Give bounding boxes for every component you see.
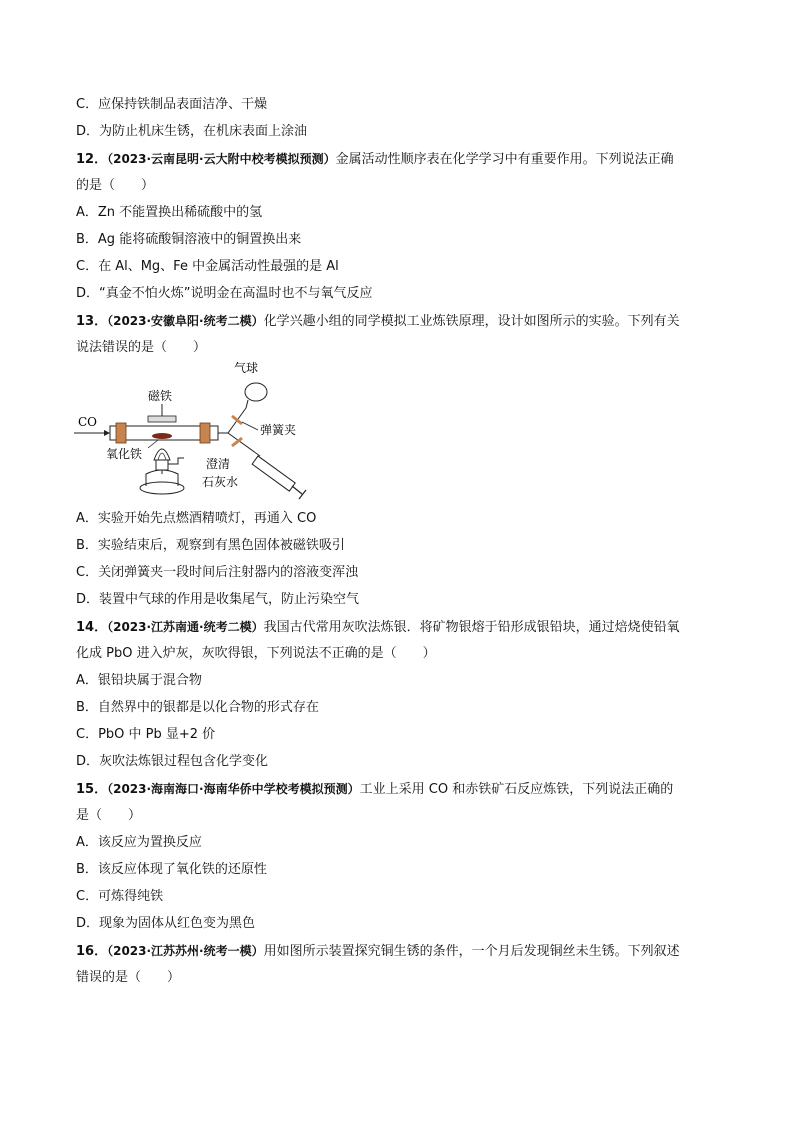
q12-option-d: D．“真金不怕火炼”说明金在高温时也不与氧气反应: [76, 286, 373, 301]
q14-stem-text: 我国古代常用灰吹法炼银．将矿物银熔于铅形成银铅块，通过焙烧使铅氧: [263, 620, 680, 635]
left-stopper: [116, 423, 126, 443]
q13-option-c: C．关闭弹簧夹一段时间后注射器内的溶液变浑浊: [76, 565, 359, 580]
spring-clip: [232, 416, 242, 424]
q12-option-a: A．Zn 不能置换出稀硫酸中的氢: [76, 205, 263, 220]
q12-option-c: C．在 Al、Mg、Fe 中金属活动性最强的是 Al: [76, 259, 339, 274]
q16-stem-line-2: 错误的是（ ）: [76, 970, 181, 985]
iron-oxide-sample: [152, 433, 172, 439]
magnet: [148, 416, 176, 422]
q13-stem-text: 化学兴趣小组的同学模拟工业炼铁原理，设计如图所示的实验。下列有关: [263, 314, 680, 329]
q14-stem-line-2: 化成 PbO 进入炉灰，灰吹得银，下列说法不正确的是（ ）: [76, 646, 436, 661]
co-arrow-head: [104, 430, 110, 436]
right-stopper: [200, 423, 210, 443]
q16-stem-text: 用如图所示装置探究铜生锈的条件，一个月后发现铜丝未生锈。下列叙述: [263, 944, 680, 959]
q15-option-a: A．该反应为置换反应: [76, 835, 202, 850]
q15-stem-line-1: [76, 780, 673, 799]
q13-number: 13．: [76, 314, 108, 329]
burner-head: [156, 460, 168, 470]
flame: [154, 449, 170, 460]
magnet-label: 磁铁: [148, 389, 173, 403]
limewater-label-1: 澄清: [206, 457, 231, 471]
q11-option-c: C．应保持铁制品表面洁净、干燥: [76, 97, 268, 112]
q12-stem-text: 金属活动性顺序表在化学学习中有重要作用。下列说法正确: [335, 152, 674, 167]
q16-source: （2023·江苏苏州·统考一模）: [107, 944, 264, 958]
q12-stem-line-2: 的是（ ）: [76, 178, 155, 193]
q15-option-b: B．该反应体现了氧化铁的还原性: [76, 862, 267, 877]
q12-option-b: B．Ag 能将硫酸铜溶液中的铜置换出来: [76, 232, 302, 247]
burner-base: [140, 482, 184, 494]
q14-option-b: B．自然界中的银都是以化合物的形式存在: [76, 700, 319, 715]
q12-number: 12．: [76, 152, 108, 167]
q14-option-a: A．银铅块属于混合物: [76, 673, 202, 688]
q16-stem-line-1: [76, 942, 680, 961]
q14-number: 14．: [76, 620, 108, 635]
q14-option-c: C．PbO 中 Pb 显+2 价: [76, 727, 216, 742]
q15-stem-line-2: 是（ ）: [76, 808, 142, 823]
q12-source: （2023·云南昆明·云大附中校考模拟预测）: [107, 152, 336, 166]
q12-stem-line-1: [76, 150, 674, 169]
balloon: [245, 383, 267, 401]
q14-stem-line-1: [76, 618, 680, 637]
q15-option-c: C．可炼得纯铁: [76, 889, 164, 904]
balloon-label: 气球: [234, 361, 259, 375]
q15-option-d: D．现象为固体从红色变为黑色: [76, 916, 256, 931]
iron-oxide-label: 氧化铁: [106, 447, 143, 461]
syringe: [252, 456, 295, 491]
q11-option-d: D．为防止机床生锈，在机床表面上涂油: [76, 124, 308, 139]
q14-option-d: D．灰吹法炼银过程包含化学变化: [76, 754, 269, 769]
q13-option-a: A．实验开始先点燃酒精喷灯，再通入 CO: [76, 511, 317, 526]
q13-option-d: D．装置中气球的作用是收集尾气，防止污染空气: [76, 592, 360, 607]
q13-stem-line-1: [76, 312, 680, 331]
q15-stem-text: 工业上采用 CO 和赤铁矿石反应炼铁，下列说法正确的: [359, 782, 674, 797]
co-label: CO: [78, 415, 98, 429]
q13-option-b: B．实验结束后，观察到有黑色固体被磁铁吸引: [76, 538, 345, 553]
q16-number: 16．: [76, 944, 108, 959]
q15-number: 15．: [76, 782, 108, 797]
spring-clip-label: 弹簧夹: [260, 423, 297, 437]
iron-smelting-apparatus-diagram: [70, 360, 310, 510]
q15-source: （2023·海南海口·海南华侨中学校考模拟预测）: [107, 782, 360, 796]
q14-source: （2023·江苏南通·统考二模）: [107, 620, 264, 634]
limewater-label-2: 石灰水: [202, 475, 239, 489]
q13-source: （2023·安徽阜阳·统考二模）: [107, 314, 264, 328]
q13-stem-line-2: 说法错误的是（ ）: [76, 340, 207, 355]
